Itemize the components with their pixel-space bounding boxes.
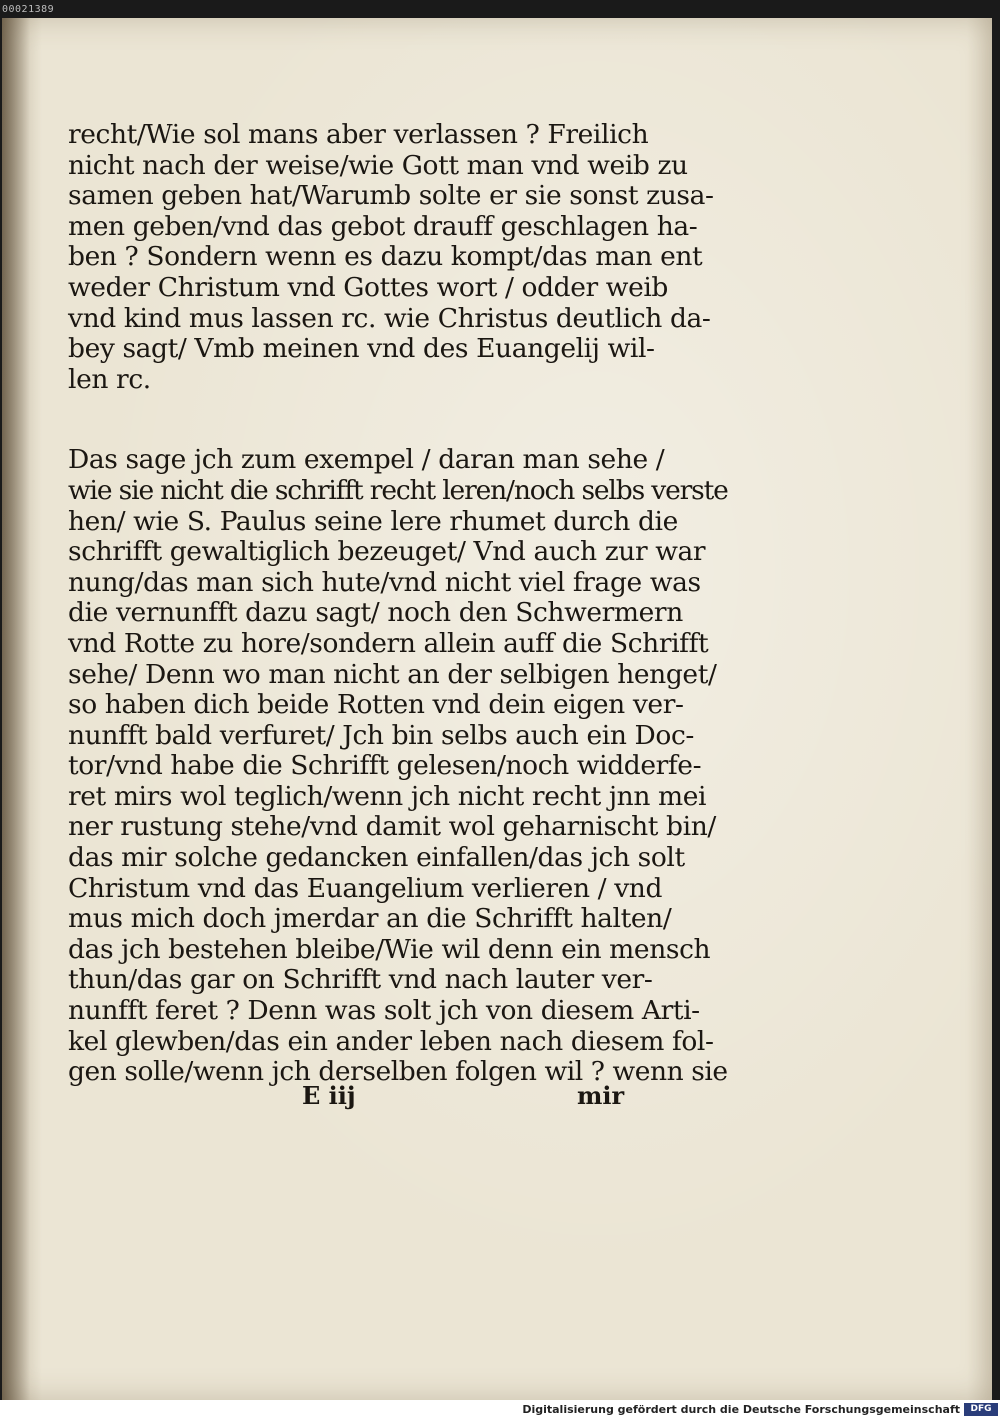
paragraph-gap <box>68 395 728 445</box>
text-line: ben ? Sondern wenn es dazu kompt/das man ent <box>68 241 703 273</box>
footer-bar <box>0 1400 1000 1420</box>
dfg-logo: DFG <box>964 1403 998 1416</box>
text-line: wie sie nicht die schrifft recht leren/noch selbs verste <box>68 474 728 506</box>
text-line: Das sage jch zum exempel / daran man sehe / <box>68 444 665 476</box>
text-line: das jch bestehen bleibe/Wie wil denn ein mensch <box>68 933 711 965</box>
text-line: das mir solche gedancken einfallen/das jch solt <box>68 842 685 874</box>
text-line: samen geben hat/Warumb solte er sie sonst zusa- <box>68 180 714 212</box>
text-line: gen solle/wenn jch derselben folgen wil ? wenn sie <box>68 1056 728 1088</box>
text-line: nunfft feret ? Denn was solt jch von diesem Arti- <box>68 995 700 1027</box>
text-line: Christum vnd das Euangelium verlieren / vnd <box>68 872 663 904</box>
text-line: schrifft gewaltiglich bezeuget/ Vnd auch zur war <box>68 536 706 568</box>
text-line: tor/vnd habe die Schrifft gelesen/noch widderfe- <box>68 750 702 782</box>
paragraph-2 <box>68 445 728 1087</box>
book-page <box>2 18 992 1400</box>
text-block <box>68 120 728 1088</box>
catchword: mir <box>577 1081 625 1110</box>
text-line: nicht nach der weise/wie Gott man vnd weib zu <box>68 149 688 181</box>
text-line: len rc. <box>68 363 151 395</box>
text-line: thun/das gar on Schrifft vnd nach lauter ver- <box>68 964 653 996</box>
signature-mark: E iij <box>302 1081 356 1110</box>
text-line: ner rustung stehe/vnd damit wol geharnischt bin/ <box>68 811 716 843</box>
text-line: weder Christum vnd Gottes wort / odder weib <box>68 271 668 303</box>
text-line: vnd Rotte zu hore/sondern allein auff die Schrifft <box>68 627 709 659</box>
text-line: nunfft bald verfuret/ Jch bin selbs auch ein Doc- <box>68 719 694 751</box>
page-foot-line <box>2 1081 992 1111</box>
text-line: kel glewben/das ein ander leben nach diesem fol- <box>68 1025 714 1057</box>
text-line: ret mirs wol teglich/wenn jch nicht recht jnn mei <box>68 780 707 812</box>
text-line: vnd kind mus lassen rc. wie Christus deutlich da- <box>68 302 711 334</box>
text-line: men geben/vnd das gebot drauff geschlagen ha- <box>68 210 698 242</box>
footer-credit: Digitalisierung gefördert durch die Deutsche Forschungsgemeinschaft <box>522 1403 960 1416</box>
text-line: mus mich doch jmerdar an die Schrifft halten/ <box>68 903 672 935</box>
text-line: hen/ wie S. Paulus seine lere rhumet durch die <box>68 505 678 537</box>
text-line: recht/Wie sol mans aber verlassen ? Freilich <box>68 119 649 150</box>
text-line: die vernunfft dazu sagt/ noch den Schwermern <box>68 597 683 629</box>
text-line: sehe/ Denn wo man nicht an der selbigen henget/ <box>68 658 717 690</box>
text-line: nung/das man sich hute/vnd nicht viel frage was <box>68 566 701 598</box>
text-line: so haben dich beide Rotten vnd dein eigen ver- <box>68 689 684 721</box>
text-line: bey sagt/ Vmb meinen vnd des Euangelij wil- <box>68 333 655 365</box>
spine-shadow <box>2 18 30 1400</box>
scan-id-label: 00021389 <box>2 4 55 15</box>
paragraph-1 <box>68 120 728 395</box>
